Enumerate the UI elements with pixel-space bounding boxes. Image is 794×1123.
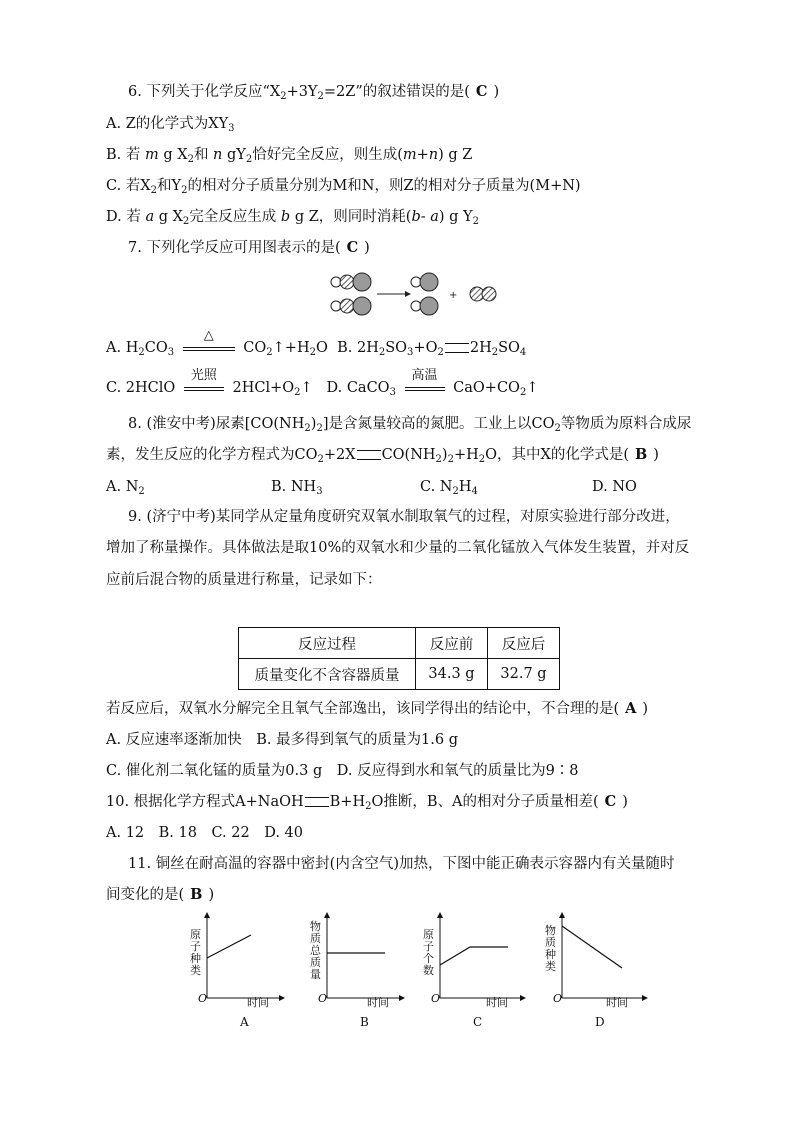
axis-arrow-icon [279,995,285,1001]
plus-sign: + [449,290,458,301]
graph-line [562,926,622,968]
equals-sign [445,343,469,353]
large-grey-atom [420,297,438,315]
y-axis-char: 质 [310,932,321,945]
q8-option-d: D. NO [592,479,637,495]
q7-particle-diagram [325,268,505,320]
axis-arrow-icon [324,912,330,918]
q10-options: A. 12 B. 18 C. 22 D. 40 [106,825,303,841]
y-axis-char: 质 [545,936,556,949]
graph-a [185,910,285,1035]
q9-answer: A [625,700,637,717]
q11-line-1: 11. 铜丝在耐高温的容器中密封(内含空气)加热，下图中能正确表示容器内有关量随时 [128,856,675,872]
q6-answer: C [475,83,488,100]
q7-options-cd: C. 2HClO 光照 $2HCl+O_2↑$ D. CaCO$_3$ 高温 $CaO+CO_2↑$ [106,368,539,398]
y-axis-char: 子 [423,940,434,953]
hatched-atom [482,287,496,301]
x-axis-label: 时间 [247,996,269,1009]
table-header-row [239,628,560,659]
graph-label: B [360,1015,369,1029]
q9-line-2: 增加了称量操作。具体做法是取10%的双氧水和少量的二氧化锰放入气体发生装置，并对反 [106,540,690,556]
high-temp-condition: 高温 [405,378,445,398]
y-axis-char: 物 [310,920,321,933]
y-axis-char: 个 [423,952,434,965]
axis-arrow-icon [399,995,405,1001]
y-axis-char: 原 [190,928,201,941]
q8-option-c: C. $N_2H_4$ [420,479,478,497]
origin-label: O [198,992,208,1005]
y-axis-char: 类 [545,960,556,973]
q10-answer: C [604,793,617,810]
q8-line-2: 素，发生反应的化学方程式为$CO_2+2X$ $CO(NH_2)_2+H_2O$，其中X的化学式是( B ) [106,446,659,465]
equals-sign [357,450,381,460]
y-axis-char: 量 [310,968,321,981]
q7-stem: 7. 下列化学反应可用图表示的是( C ) [128,239,370,256]
graph-label: A [240,1015,249,1029]
hatched-atom [340,299,354,313]
q7-answer: C [346,239,359,256]
y-axis-char: 质 [310,956,321,969]
q11-answer: B [190,886,203,903]
q9-data-table [238,627,560,690]
q10-stem: 10. 根据化学方程式A+NaOH $B+H_2O$推断，B、A的相对分子质量相差( C ) [106,793,628,812]
q9-line-3: 应前后混合物的质量进行称量，记录如下： [106,572,382,588]
x-axis-label: 时间 [486,996,508,1009]
light-condition: 光照 [184,378,224,398]
origin-label: O [318,992,328,1005]
y-axis-char: 原 [423,928,434,941]
x-axis-label: 时间 [367,996,389,1009]
q9-line-1: 9. (济宁中考)某同学从定量角度研究双氧水制取氧气的过程，对原实验进行部分改进， [128,509,680,525]
y-axis-char: 总 [310,944,321,957]
graph-line [440,947,508,965]
graph-line [207,935,251,958]
large-grey-atom [353,297,371,315]
large-grey-atom [420,273,438,291]
q9-question: 若反应后，双氧水分解完全且氧气全部逸出，该同学得出的结论中，不合理的是( A ) [106,700,649,717]
axis-arrow-icon [437,912,443,918]
heat-condition: △ [183,338,235,358]
q9-options-ab: A. 反应速率逐渐加快 B. 最多得到氧气的质量为1.6 g [106,732,459,748]
axis-arrow-icon [520,995,526,1001]
q6-option-b: B. 若 m g $X_2$和 n $gY_2$恰好完全反应，则生成(m+n) g Z [106,147,473,165]
origin-label: O [553,992,563,1005]
q6-option-a: A. Z的化学式为$XY_3$ [106,116,235,134]
table-cell: 32.7 g [488,659,560,690]
q6-option-d: D. 若 a g $X_2$完全反应生成 b g Z，则同时消耗(b- a) g $Y_2$ [106,209,479,227]
graph-c [418,910,528,1035]
origin-label: O [431,992,441,1005]
table-cell: 34.3 g [416,659,488,690]
table-header-cell: 反应过程 [239,628,416,659]
q11-line-2: 间变化的是( B ) [106,886,215,903]
q6-option-c: C. 若$X_2$和$Y_2$的相对分子质量分别为M和N，则Z的相对分子质量为(M+N) [106,178,581,196]
y-axis-char: 类 [190,964,201,977]
q8-answer: B [635,446,648,463]
q6-stem: 6. 下列关于化学反应“$X_2+3Y_2=2Z$”的叙述错误的是( C ) [128,83,500,102]
q9-options-cd: C. 催化剂二氧化锰的质量为0.3 g D. 反应得到水和氧气的质量比为9∶8 [106,763,579,779]
y-axis-char: 种 [545,948,556,961]
table-row [239,659,560,690]
table-header-cell: 反应前 [416,628,488,659]
q8-option-a: A. $N_2$ [106,479,145,497]
axis-arrow-icon [559,912,565,918]
graph-label: D [595,1015,605,1029]
large-grey-atom [353,273,371,291]
x-axis-label: 时间 [606,996,628,1009]
q8-option-b: B. $NH_3$ [271,479,323,497]
table-header-cell: 反应后 [488,628,560,659]
q7-options-ab: A. $H_2CO_3$ △ $CO_2↑+H_2O$ B. $2H_2SO_3+O_2$ $2H_2SO_4$ [106,328,527,358]
q8-line-1: 8. (淮安中考)尿素$[CO(NH_2)_2]$是含氮量较高的氮肥。工业上以$CO_2$等物质为原料合成尿 [128,416,692,434]
equals-sign [305,797,329,807]
axis-arrow-icon [204,912,210,918]
y-axis-char: 数 [423,964,434,977]
graph-label: C [473,1015,483,1029]
y-axis-char: 种 [190,952,201,965]
graph-b [305,910,405,1035]
axis-arrow-icon [642,995,648,1001]
arrow-head-icon [405,291,411,297]
y-axis-char: 子 [190,940,201,953]
table-cell: 质量变化不含容器质量 [239,659,416,690]
graph-d [540,910,650,1035]
hatched-atom [340,275,354,289]
y-axis-char: 物 [545,924,556,937]
